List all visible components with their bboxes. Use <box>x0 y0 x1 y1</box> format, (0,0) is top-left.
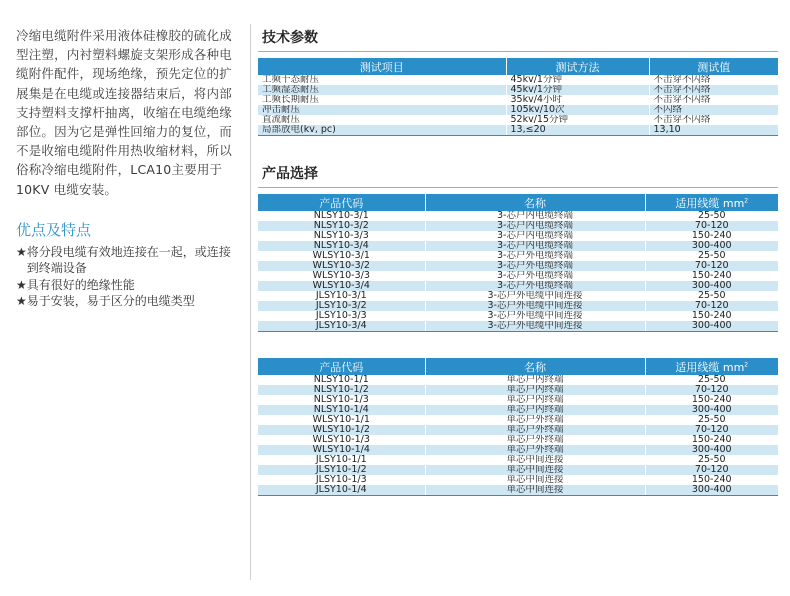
table-cell: 70-120 <box>645 301 778 311</box>
product-selection-title: 产品选择 <box>262 166 318 182</box>
table-cell: 不击穿不闪络 <box>653 115 711 125</box>
table-cell: 300-400 <box>645 445 778 455</box>
table-cell: 35kv/4小时 <box>506 95 649 105</box>
table-row <box>258 105 778 115</box>
table-cell: 45kv/1分钟 <box>506 85 649 95</box>
table-cell: 3-芯户外电缆终端 <box>425 261 645 271</box>
table-cell: WLSY10-1/3 <box>258 435 425 445</box>
table-row <box>258 301 778 311</box>
table-cell: WLSY10-3/3 <box>258 271 425 281</box>
advantages-list <box>16 244 238 310</box>
table-cell: 300-400 <box>645 321 778 332</box>
table-row <box>258 321 778 332</box>
table-cell: NLSY10-1/4 <box>258 405 425 415</box>
table-row <box>258 435 778 445</box>
table-cell: 工频湿态耐压 <box>258 85 506 95</box>
table-row <box>258 125 778 136</box>
table-row <box>258 85 778 95</box>
column-header-label: 产品代码 <box>319 360 364 374</box>
table-cell: 单芯户内终端 <box>425 405 645 415</box>
table-cell: JLSY10-3/1 <box>258 291 425 301</box>
table-cell: WLSY10-3/2 <box>258 261 425 271</box>
table-cell: 3-芯户外电缆终端 <box>425 271 645 281</box>
star-icon: ★ <box>16 294 27 309</box>
column-header: 测试方法 <box>506 58 649 75</box>
intro-text: 冷缩电缆附件采用液体硅橡胶的硫化成型注塑，内衬塑料螺旋支架形成各种电缆附件配件，现场绝缘，预先定位的扩展集是在电缆或连接器结束后，将内部支持塑料支撑杆抽离，收缩在电缆绝缘部位。因为它是弹性回缩力的复位，而不是收缩电缆附件用热收缩材料，所以俗称冷缩电缆附件，LCA10主要用于10KV 电缆安装。 <box>16 28 232 197</box>
table-cell: 150-240 <box>691 271 732 281</box>
column-divider <box>250 24 251 580</box>
column-header <box>645 194 778 211</box>
table-cell: 3-芯户内电缆终端 <box>425 241 645 251</box>
table-cell: 300-400 <box>645 241 778 251</box>
table-cell: 25-50 <box>697 291 726 301</box>
table-cell: 单芯中间连接 <box>425 475 645 485</box>
table-cell: 300-400 <box>645 281 778 291</box>
table-cell: WLSY10-1/2 <box>258 425 425 435</box>
section-rule <box>258 51 778 52</box>
table-cell: 工频干态耐压 <box>258 75 506 85</box>
right-column <box>258 28 778 496</box>
table-cell: 70-120 <box>645 385 778 395</box>
advantage-item <box>16 293 238 310</box>
table-cell: JLSY10-3/2 <box>258 301 425 311</box>
table-cell: 45kv/1分钟 <box>506 75 649 85</box>
table-row <box>258 291 778 301</box>
product-table-1core <box>258 358 778 496</box>
table-cell: 单芯户外终端 <box>425 435 645 445</box>
column-header-label: 名称 <box>524 196 546 210</box>
table-cell: 单芯户内终端 <box>425 395 645 405</box>
table-cell: 单芯户内终端 <box>425 385 645 395</box>
table-cell: 300-400 <box>645 405 778 415</box>
table-cell: JLSY10-1/1 <box>258 455 425 465</box>
advantage-text: 具有很好的绝缘性能 <box>26 277 135 292</box>
table-cell: 3-芯户外电缆中间连接 <box>425 291 645 301</box>
table-row <box>258 375 778 385</box>
tech-params-title: 技术参数 <box>262 30 318 46</box>
table-row <box>258 75 778 85</box>
table-row <box>258 475 778 485</box>
column-header <box>258 194 425 211</box>
table-row <box>258 405 778 415</box>
table-cell: 25-50 <box>697 375 726 385</box>
table-cell: 25-50 <box>697 251 726 261</box>
table-cell: 25-50 <box>697 415 726 425</box>
table-cell: 25-50 <box>697 455 726 465</box>
table-row <box>258 425 778 435</box>
table-row <box>258 385 778 395</box>
column-header <box>258 358 425 375</box>
table-row <box>258 415 778 425</box>
table-cell: 300-400 <box>645 485 778 496</box>
table-cell: 70-120 <box>645 261 778 271</box>
table-cell: JLSY10-1/3 <box>258 475 425 485</box>
table-row <box>258 311 778 321</box>
table-cell: NLSY10-1/2 <box>258 385 425 395</box>
table-cell: 单芯户内终端 <box>425 375 645 385</box>
advantage-item <box>16 277 238 294</box>
table-cell: 3-芯户外电缆中间连接 <box>425 301 645 311</box>
star-icon: ★ <box>16 244 27 259</box>
table-cell: JLSY10-1/4 <box>258 485 425 496</box>
column-header-label: 适用线缆 mm <box>675 196 745 210</box>
table-cell: 单芯户外终端 <box>425 415 645 425</box>
table-cell: NLSY10-1/1 <box>258 375 425 385</box>
table-cell: WLSY10-1/1 <box>258 415 425 425</box>
advantages-title: 优点及特点 <box>16 220 92 239</box>
star-icon: ★ <box>16 277 27 292</box>
table-row <box>258 241 778 251</box>
table-cell: 单芯中间连接 <box>425 485 645 496</box>
table-cell: 冲击耐压 <box>258 105 506 115</box>
table-cell: JLSY10-3/3 <box>258 311 425 321</box>
table-cell: 70-120 <box>645 221 778 231</box>
table-cell: 70-120 <box>645 425 778 435</box>
table-cell: JLSY10-3/4 <box>258 321 425 332</box>
table-cell: 150-240 <box>691 395 732 405</box>
table-row <box>258 455 778 465</box>
table-cell: 不击穿不闪络 <box>653 95 711 105</box>
table-row <box>258 251 778 261</box>
table-cell: 3-芯户外电缆中间连接 <box>425 311 645 321</box>
table-cell: NLSY10-3/3 <box>258 231 425 241</box>
table-cell: 13,≤20 <box>506 125 649 136</box>
table-cell: 单芯中间连接 <box>425 465 645 475</box>
table-cell: WLSY10-3/4 <box>258 281 425 291</box>
advantage-text: 易于安装，易于区分的电缆类型 <box>26 294 195 309</box>
table-cell: 25-50 <box>697 211 726 221</box>
table-cell: 3-芯户内电缆终端 <box>425 221 645 231</box>
table-row <box>258 261 778 271</box>
table-row <box>258 95 778 105</box>
table-row <box>258 115 778 125</box>
table-cell: 70-120 <box>645 465 778 475</box>
section-rule <box>258 187 778 188</box>
table-row <box>258 281 778 291</box>
table-row <box>258 485 778 496</box>
tech-params-table <box>258 58 778 136</box>
column-header-label: 适用线缆 mm <box>675 360 745 374</box>
table-cell: NLSY10-3/2 <box>258 221 425 231</box>
advantage-text: 将分段电缆有效地连接在一起，或连接到终端设备 <box>26 244 231 276</box>
table-row <box>258 211 778 221</box>
table-cell: 3-芯户外电缆终端 <box>425 251 645 261</box>
unit-superscript: 2 <box>744 360 749 368</box>
table-cell: 150-240 <box>691 475 732 485</box>
column-header <box>425 194 645 211</box>
column-header <box>425 358 645 375</box>
table-cell: 150-240 <box>691 231 732 241</box>
column-header-label: 产品代码 <box>319 196 364 210</box>
column-header: 测试值 <box>649 58 778 75</box>
table-cell: 不击穿不闪络 <box>653 75 711 85</box>
table-row <box>258 395 778 405</box>
left-column <box>16 26 238 310</box>
table-cell: NLSY10-3/4 <box>258 241 425 251</box>
table-cell: 3-芯户内电缆终端 <box>425 211 645 221</box>
table-cell: 单芯户外终端 <box>425 425 645 435</box>
table-cell: WLSY10-1/4 <box>258 445 425 455</box>
table-cell: 52kv/15分钟 <box>506 115 649 125</box>
table-cell: NLSY10-3/1 <box>258 211 425 221</box>
table-cell: NLSY10-1/3 <box>258 395 425 405</box>
table-cell: 直流耐压 <box>258 115 506 125</box>
table-cell: 150-240 <box>691 435 732 445</box>
unit-superscript: 2 <box>744 196 749 204</box>
table-cell: 13,10 <box>649 125 778 136</box>
table-cell: 105kv/10次 <box>506 105 649 115</box>
table-row <box>258 221 778 231</box>
table-cell: 工频长期耐压 <box>258 95 506 105</box>
table-row <box>258 465 778 475</box>
table-row <box>258 231 778 241</box>
column-header: 测试项目 <box>258 58 506 75</box>
table-cell: 3-芯户内电缆终端 <box>425 231 645 241</box>
table-cell: 单芯户外终端 <box>425 445 645 455</box>
product-table-3core <box>258 194 778 332</box>
table-cell: WLSY10-3/1 <box>258 251 425 261</box>
table-cell: 局部放电(kv, pc) <box>258 125 506 136</box>
table-row <box>258 445 778 455</box>
table-cell: 150-240 <box>691 311 732 321</box>
table-cell: 不击穿不闪络 <box>649 85 778 95</box>
column-header-label: 名称 <box>524 360 546 374</box>
table-row <box>258 271 778 281</box>
column-header <box>645 358 778 375</box>
table-cell: 单芯中间连接 <box>425 455 645 465</box>
table-cell: 不闪络 <box>649 105 778 115</box>
table-cell: 3-芯户外电缆终端 <box>425 281 645 291</box>
table-cell: 3-芯户外电缆中间连接 <box>425 321 645 332</box>
table-cell: JLSY10-1/2 <box>258 465 425 475</box>
advantage-item <box>16 244 238 277</box>
